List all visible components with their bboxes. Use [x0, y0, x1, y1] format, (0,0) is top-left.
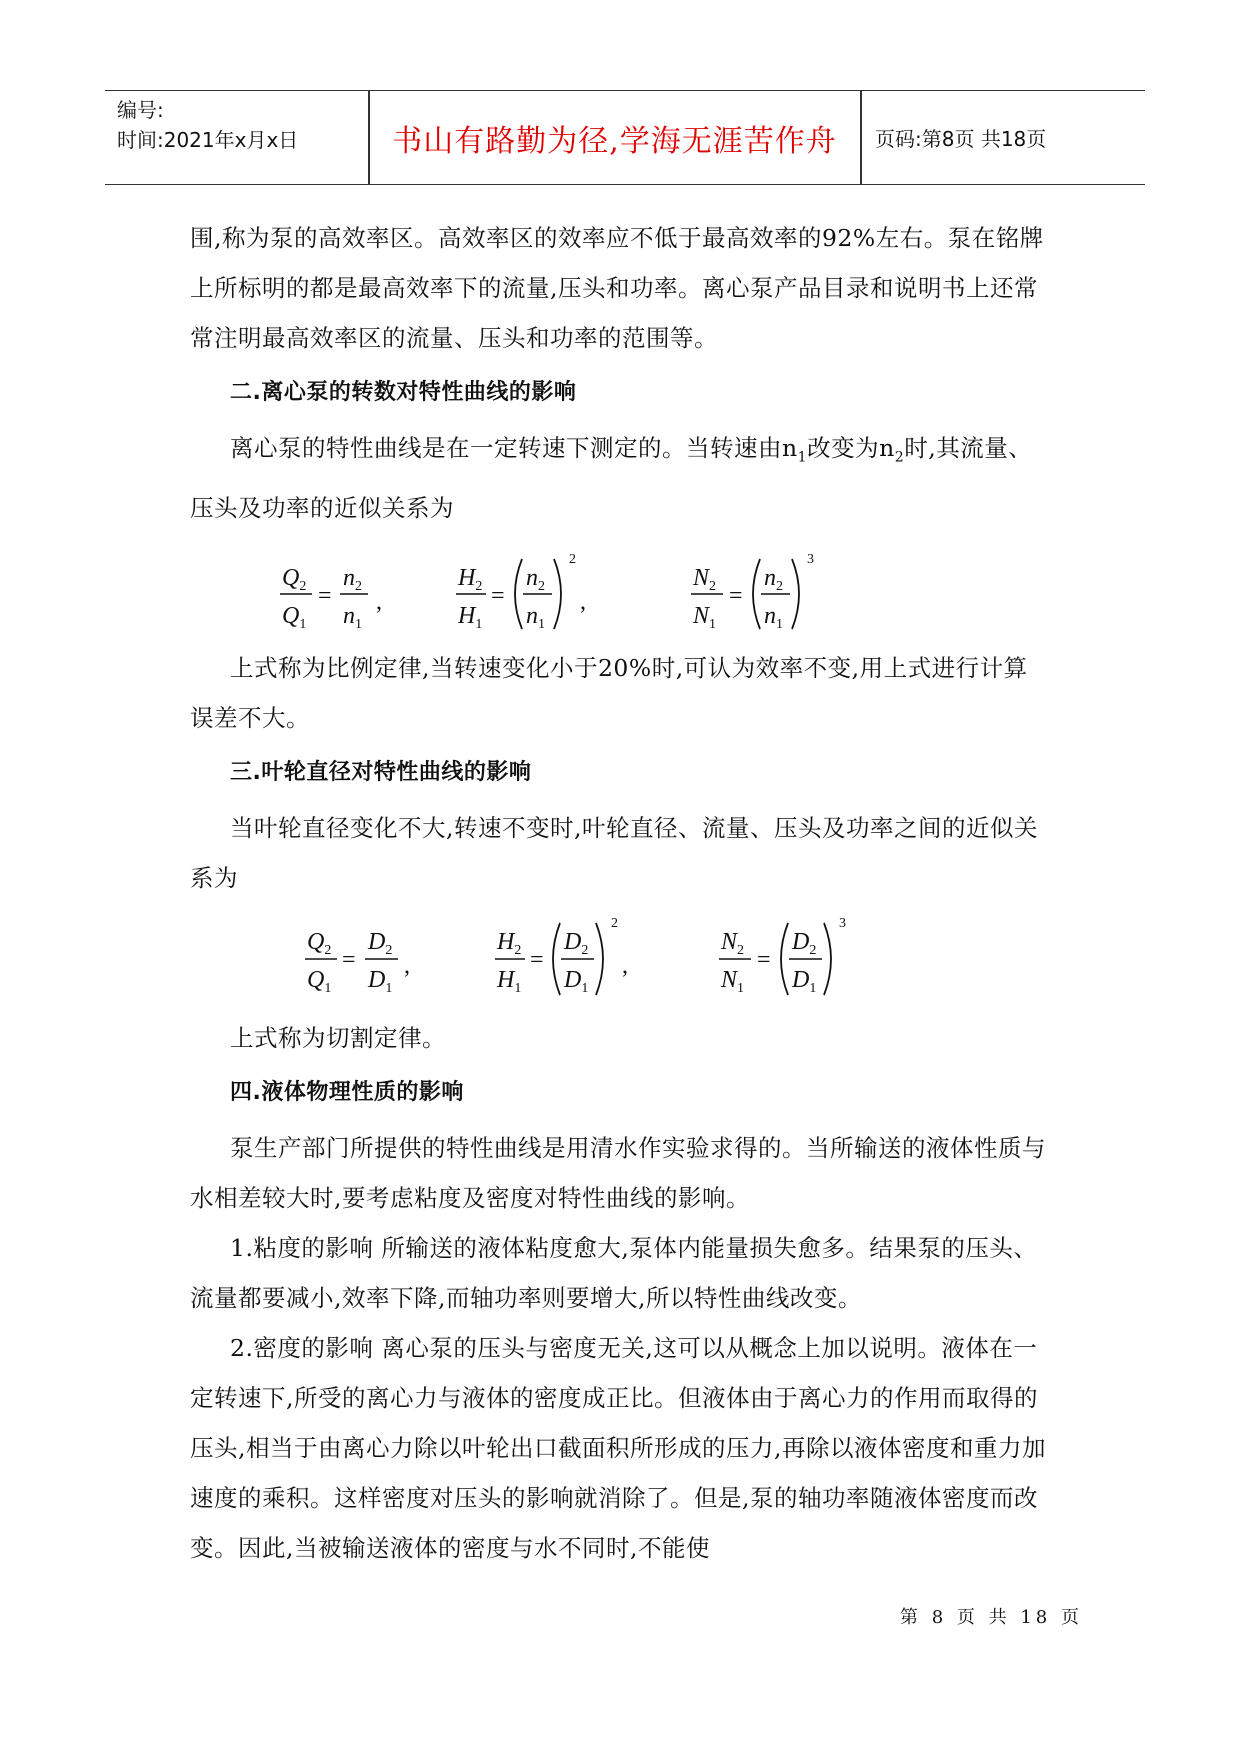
- exponent: 3: [807, 551, 814, 567]
- number-label: 编号:: [117, 98, 164, 122]
- paragraph-text: 改变为: [807, 434, 880, 462]
- frac-den: $H_1$: [497, 966, 522, 996]
- time-label: 时间:2021年x月x日: [117, 128, 299, 152]
- paragraph: 2.密度的影响 离心泵的压头与密度无关,这可以从概念上加以说明。液体在一定转速下,所受的离心力与液体的密度成正比。但液体由于离心力的作用而取得的压头,相当于由离心力除以叶轮出口截面积所形成的压力,再除以液体密度和重力加速度的乘积。这样密度对压头的影响就消除了。但是,泵的轴功率随液体密度而改变。因此,当被输送液体的密度与水不同时,不能使: [190, 1333, 1046, 1562]
- paragraph: 当叶轮直径变化不大,转速不变时,叶轮直径、流量、压头及功率之间的近似关系为: [190, 813, 1038, 892]
- frac-den: $D_1$: [792, 966, 817, 996]
- frac-num: $Q_2$: [282, 564, 307, 594]
- symbol-subscript: 1: [797, 449, 808, 466]
- frac-num: $Q_2$: [307, 928, 332, 958]
- left-paren: [553, 923, 560, 995]
- comma: ,: [404, 952, 410, 979]
- symbol-letter: n: [782, 434, 798, 462]
- frac-den: $H_1$: [458, 602, 483, 632]
- frac-num: $n_2$: [764, 564, 783, 594]
- formula-svg: [190, 903, 1050, 1013]
- formula-power-ratio: [719, 916, 846, 996]
- header-divider: [860, 91, 862, 184]
- left-paren: [753, 559, 760, 629]
- equals-sign: =: [491, 582, 505, 609]
- exponent: 2: [569, 551, 576, 567]
- equals-sign: =: [342, 946, 356, 973]
- header-motto: 书山有路勤为径,学海无涯苦作舟: [392, 123, 837, 159]
- frac-den: $n_1$: [343, 602, 362, 632]
- frac-num: $H_2$: [497, 928, 522, 958]
- equals-sign: =: [757, 946, 771, 973]
- paragraph: 泵生产部门所提供的特性曲线是用清水作实验求得的。当所输送的液体性质与水相差较大时,要考虑粘度及密度对特性曲线的影响。: [190, 1133, 1046, 1212]
- frac-den: $Q_1$: [307, 966, 332, 996]
- comma: ,: [376, 588, 382, 615]
- left-paren: [781, 923, 788, 995]
- paragraph: 上式称为切割定律。: [230, 1023, 446, 1052]
- equals-sign: =: [318, 582, 332, 609]
- frac-den: $N_1$: [721, 966, 745, 996]
- paragraph: 上式称为比例定律,当转速变化小于20%时,可认为效率不变,用上式进行计算误差不大。: [190, 653, 1028, 732]
- frac-den: $n_1$: [764, 602, 783, 632]
- frac-num: $n_2$: [526, 564, 545, 594]
- exponent: 3: [839, 915, 846, 931]
- frac-den: $D_1$: [564, 966, 589, 996]
- frac-num: $n_2$: [343, 564, 362, 594]
- frac-num: $N_2$: [693, 564, 717, 594]
- frac-num: $D_2$: [792, 928, 817, 958]
- header-page-code: 页码:第8页 共18页: [875, 127, 1047, 151]
- right-paren: [824, 923, 831, 995]
- frac-num: $N_2$: [721, 928, 745, 958]
- formula-cutting-law: [190, 903, 1050, 1013]
- formula-head-ratio: [456, 552, 586, 632]
- formula-proportional-law: [190, 533, 1050, 643]
- frac-den: $N_1$: [693, 602, 717, 632]
- document-body: [190, 213, 1050, 1573]
- page-footer: 第 8 页 共 18 页: [900, 1607, 1083, 1628]
- equals-sign: =: [729, 582, 743, 609]
- section-heading: 二.离心泵的转数对特性曲线的影响: [230, 380, 577, 405]
- right-paren: [554, 559, 561, 629]
- formula-flow-ratio: [280, 565, 382, 632]
- formula-flow-ratio: [305, 929, 410, 996]
- symbol-letter: n: [879, 434, 895, 462]
- section-heading: 四.液体物理性质的影响: [230, 1079, 464, 1105]
- left-paren: [515, 559, 522, 629]
- symbol-subscript: 2: [894, 449, 905, 466]
- comma: ,: [580, 588, 586, 615]
- section-heading: 三.叶轮直径对特性曲线的影响: [230, 759, 532, 785]
- paragraph: 围,称为泵的高效率区。高效率区的效率应不低于最高效率的92%左右。泵在铭牌上所标明的都是最高效率下的流量,压头和功率。离心泵产品目录和说明书上还常常注明最高效率区的流量、压头和功率的范围等。: [190, 224, 1044, 352]
- formula-head-ratio: [495, 916, 628, 996]
- frac-num: $D_2$: [564, 928, 589, 958]
- frac-den: $n_1$: [526, 602, 545, 632]
- exponent: 2: [611, 915, 618, 931]
- n2-symbol: [879, 434, 905, 466]
- n1-symbol: [782, 434, 808, 466]
- formula-svg: [190, 533, 1050, 643]
- frac-den: $D_1$: [368, 966, 393, 996]
- frac-num: $H_2$: [458, 564, 483, 594]
- paragraph-text: 时,其流量、压头及功率的近似关系为: [190, 434, 1033, 522]
- formula-power-ratio: [691, 552, 814, 632]
- paragraph-text: 离心泵的特性曲线是在一定转速下测定的。当转速由: [230, 434, 782, 462]
- header-meta: [117, 95, 357, 155]
- paragraph: 1.粘度的影响 所输送的液体粘度愈大,泵体内能量损失愈多。结果泵的压头、流量都要减小,效率下降,而轴功率则要增大,所以特性曲线改变。: [190, 1233, 1038, 1312]
- paragraph: [190, 423, 1050, 533]
- right-paren: [596, 923, 603, 995]
- page-header: [105, 90, 1145, 185]
- comma: ,: [622, 952, 628, 979]
- frac-num: $D_2$: [368, 928, 393, 958]
- frac-den: $Q_1$: [282, 602, 307, 632]
- right-paren: [792, 559, 799, 629]
- equals-sign: =: [530, 946, 544, 973]
